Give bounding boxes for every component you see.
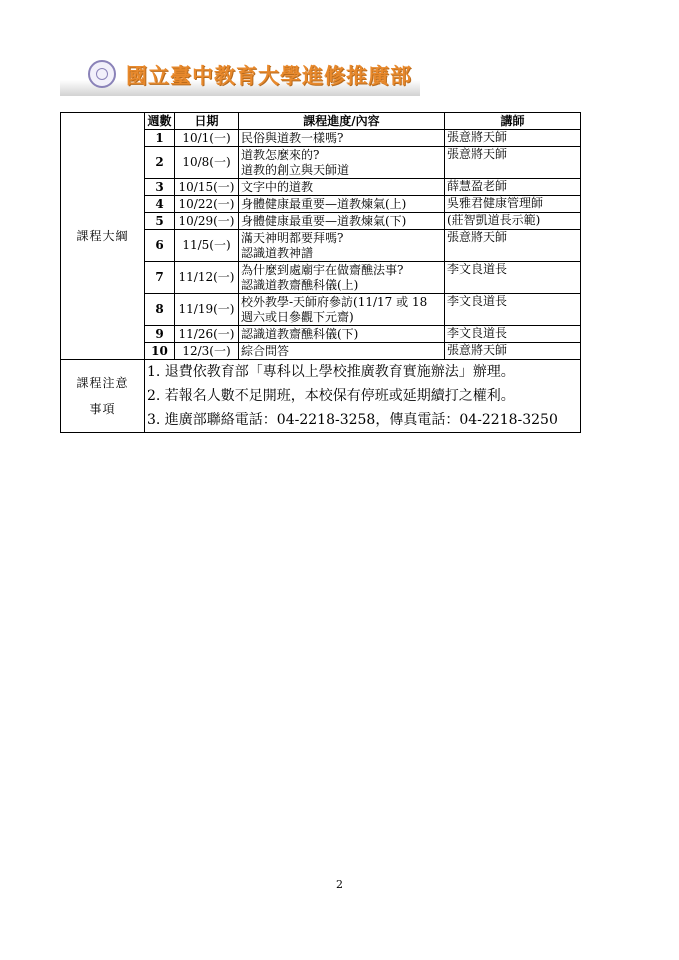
week-cell: 7 <box>145 262 175 294</box>
week-cell: 5 <box>145 213 175 230</box>
date-cell: 11/26(一) <box>175 326 239 343</box>
instructor-line: 張意將天師 <box>447 130 508 144</box>
topic-line: 身體健康最重要—道教煉氣(上) <box>241 196 407 211</box>
instructor-line: 張意將天師 <box>447 343 508 357</box>
instructor-cell <box>445 230 581 262</box>
topic-line: 綜合問答 <box>241 343 290 358</box>
topic-line: 週六或日參觀下元齋) <box>241 309 354 324</box>
instructor-line: 張意將天師 <box>447 147 508 161</box>
topic-cell <box>239 147 445 179</box>
topic-line: 認識道教神譜 <box>241 245 314 260</box>
page-header <box>60 54 430 96</box>
topic-line: 道教的創立與天師道 <box>241 162 350 177</box>
notes-list <box>145 360 581 433</box>
week-cell: 10 <box>145 343 175 360</box>
date-cell: 10/22(一) <box>175 196 239 213</box>
notes-row <box>61 360 581 433</box>
date-cell: 10/15(一) <box>175 179 239 196</box>
week-cell: 1 <box>145 130 175 147</box>
topic-cell <box>239 130 445 147</box>
date-cell: 12/3(一) <box>175 343 239 360</box>
note-item: 1. 退費依教育部「專科以上學校推廣教育實施辦法」辦理。 <box>147 364 515 380</box>
week-cell: 4 <box>145 196 175 213</box>
university-title: 國立臺中教育大學進修推廣部 <box>126 64 412 88</box>
table-header-row <box>61 113 581 130</box>
instructor-cell <box>445 179 581 196</box>
column-header: 課程進度/內容 <box>239 113 445 130</box>
topic-cell <box>239 294 445 326</box>
week-cell: 8 <box>145 294 175 326</box>
topic-cell <box>239 230 445 262</box>
date-cell: 11/5(一) <box>175 230 239 262</box>
topic-cell <box>239 213 445 230</box>
week-cell: 6 <box>145 230 175 262</box>
instructor-cell <box>445 294 581 326</box>
week-cell: 2 <box>145 147 175 179</box>
instructor-cell <box>445 196 581 213</box>
topic-line: 校外教學-天師府參訪(11/17 或 18 <box>241 294 428 309</box>
note-item: 2. 若報名人數不足開班，本校保有停班或延期續打之權利。 <box>147 388 515 404</box>
week-cell: 3 <box>145 179 175 196</box>
topic-cell <box>239 196 445 213</box>
topic-line: 認識道教齋醮科儀(上) <box>241 277 359 292</box>
topic-line: 滿天神明都要拜嗎? <box>241 230 344 245</box>
instructor-cell <box>445 130 581 147</box>
university-seal-icon <box>88 60 116 88</box>
instructor-cell <box>445 262 581 294</box>
instructor-line: 吳雅君健康管理師 <box>447 196 544 210</box>
topic-cell <box>239 262 445 294</box>
column-header: 講師 <box>445 113 581 130</box>
topic-line: 文字中的道教 <box>241 179 314 194</box>
instructor-line: 薛慧盈老師 <box>447 179 508 193</box>
date-cell: 10/8(一) <box>175 147 239 179</box>
instructor-line: (莊智凱道長示範) <box>447 213 541 227</box>
date-cell: 11/19(一) <box>175 294 239 326</box>
week-cell: 9 <box>145 326 175 343</box>
topic-cell <box>239 343 445 360</box>
instructor-cell <box>445 213 581 230</box>
date-cell: 10/29(一) <box>175 213 239 230</box>
syllabus-section-label: 課程大綱 <box>61 113 145 360</box>
instructor-cell <box>445 326 581 343</box>
column-header: 週數 <box>145 113 175 130</box>
topic-line: 為什麼到處廟宇在做齋醮法事? <box>241 262 404 277</box>
page-number: 2 <box>336 878 343 891</box>
instructor-cell <box>445 147 581 179</box>
date-cell: 11/12(一) <box>175 262 239 294</box>
column-header: 日期 <box>175 113 239 130</box>
topic-line: 民俗與道教一樣嗎? <box>241 130 344 145</box>
notes-label-line: 課程注意 <box>76 376 129 390</box>
topic-line: 身體健康最重要—道教煉氣(下) <box>241 213 407 228</box>
topic-line: 認識道教齋醮科儀(下) <box>241 326 359 341</box>
topic-cell <box>239 179 445 196</box>
topic-cell <box>239 326 445 343</box>
instructor-line: 李文良道長 <box>447 326 508 340</box>
instructor-line: 李文良道長 <box>447 262 508 276</box>
syllabus-table <box>60 112 581 433</box>
instructor-line: 張意將天師 <box>447 230 508 244</box>
note-item: 3. 進廣部聯絡電話：04-2218-3258，傳真電話：04-2218-3250 <box>147 412 558 428</box>
instructor-cell <box>445 343 581 360</box>
notes-label-line: 事項 <box>89 402 116 416</box>
topic-line: 道教怎麼來的? <box>241 147 320 162</box>
instructor-line: 李文良道長 <box>447 294 508 308</box>
date-cell: 10/1(一) <box>175 130 239 147</box>
notes-section-label <box>61 360 145 433</box>
